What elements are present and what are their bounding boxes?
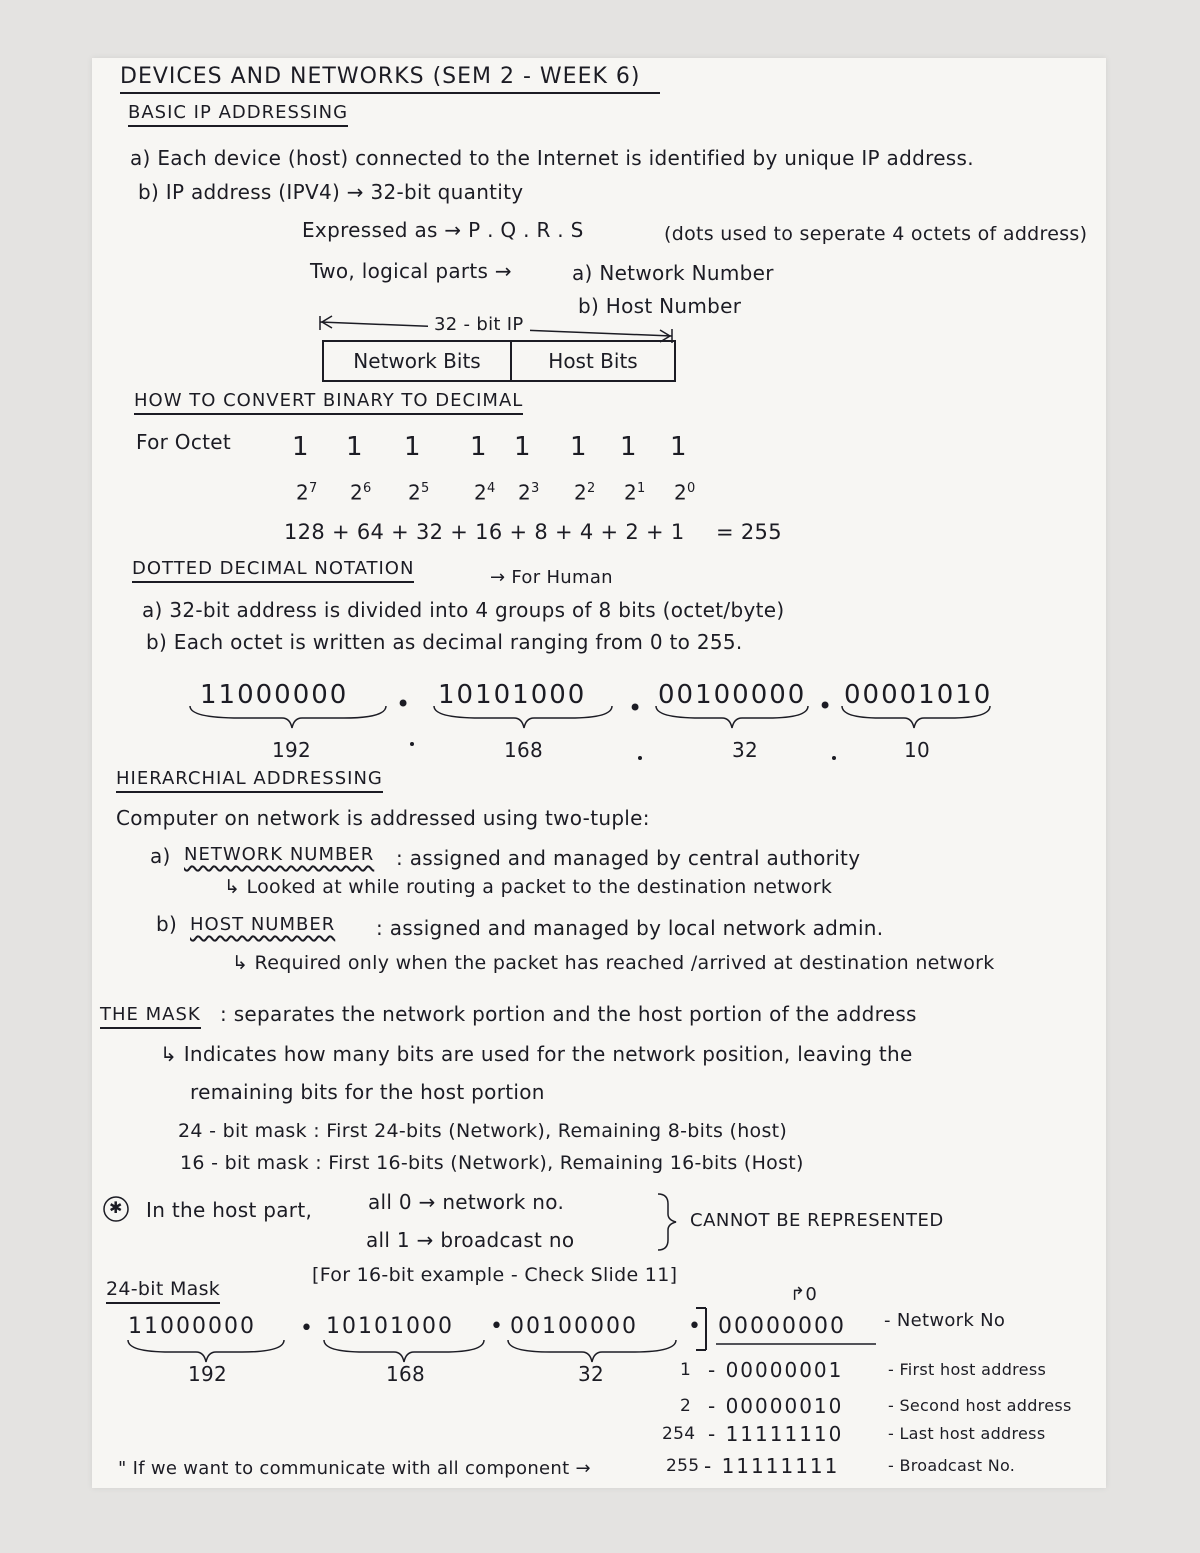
binary-octet: 11000000 [200, 680, 349, 710]
communicate-note: " If we want to communicate with all component → [118, 1458, 591, 1479]
for-octet-label: For Octet [136, 430, 232, 454]
example-decimal-octet: 192 [188, 1362, 228, 1386]
part-host-number: b) Host Number [578, 294, 742, 318]
power-base: 2 [674, 480, 688, 505]
example-binary-octet: 11000000 [128, 1314, 256, 1339]
zero-pointer: ↱0 [790, 1284, 818, 1305]
star-icon: ✱ [109, 1198, 123, 1217]
host-index: 2 [680, 1396, 692, 1416]
example-heading: 24-bit Mask [106, 1280, 220, 1304]
example-binary-octet: 10101000 [326, 1314, 454, 1339]
decimal-octet: 10 [904, 738, 931, 762]
power-exponent: 2 [587, 481, 596, 496]
octet-bit: 1 [346, 432, 363, 462]
mask-16-bit: 16 - bit mask : First 16-bits (Network), Remaining 16-bits (Host) [180, 1152, 804, 1174]
host-bits: - 00000010 [708, 1394, 844, 1418]
octet-dot: • [490, 1314, 504, 1339]
dotted-heading: DOTTED DECIMAL NOTATION [132, 560, 414, 583]
bit-diagram-label: 32 - bit IP [428, 316, 530, 334]
hier-a-text: : assigned and managed by central authority [396, 846, 861, 870]
example-decimal-octet: 168 [386, 1362, 426, 1386]
power-exponent: 3 [531, 481, 540, 496]
network-no-label: - Network No [884, 1310, 1006, 1331]
hier-heading: HIERARCHIAL ADDRESSING [116, 770, 383, 793]
octet-bit: 1 [670, 432, 687, 462]
power-exponent: 4 [487, 481, 496, 496]
power-base: 2 [574, 480, 588, 505]
octet-dot: • [628, 694, 643, 722]
binary-heading: HOW TO CONVERT BINARY TO DECIMAL [134, 392, 523, 415]
example-note: [For 16-bit example - Check Slide 11] [312, 1264, 678, 1286]
power-base: 2 [474, 480, 488, 505]
power-exponent: 7 [309, 481, 318, 496]
two-logical-parts: Two, logical parts → [310, 259, 512, 283]
power-exponent: 5 [421, 481, 430, 496]
power-base: 2 [518, 480, 532, 505]
expressed-as: Expressed as → P . Q . R . S [302, 218, 584, 242]
host-number-label: HOST NUMBER [190, 914, 336, 935]
octet-dot: • [818, 692, 833, 720]
decimal-octet: 168 [504, 738, 544, 762]
mask-definition: : separates the network portion and the host portion of the address [220, 1002, 917, 1026]
host-description: - First host address [888, 1360, 1047, 1379]
octet-dot: • [688, 1314, 702, 1339]
hier-a-prefix: a) [150, 844, 171, 868]
dotted-point-a: a) 32-bit address is divided into 4 groups of 8 bits (octet/byte) [142, 598, 785, 622]
network-number-label: NETWORK NUMBER [184, 844, 375, 865]
example-decimal-octet: 32 [578, 1362, 605, 1386]
basic-ip-point-b: b) IP address (IPV4) → 32-bit quantity [138, 180, 524, 204]
binary-octet: 00100000 [658, 680, 807, 710]
network-bits-cell: Network Bits [353, 349, 481, 373]
decimal-octet: 32 [732, 738, 759, 762]
cannot-be-represented: CANNOT BE REPRESENTED [690, 1210, 944, 1231]
decimal-octet: 192 [272, 738, 312, 762]
basic-ip-heading: BASIC IP ADDRESSING [128, 104, 348, 127]
binary-result: = 255 [716, 520, 782, 544]
basic-ip-point-a: a) Each device (host) connected to the Internet is identified by unique IP address. [130, 146, 974, 170]
mask-indicates-line2: remaining bits for the host portion [190, 1080, 545, 1104]
binary-sum: 128 + 64 + 32 + 16 + 8 + 4 + 2 + 1 [284, 520, 685, 544]
power-exponent: 6 [363, 481, 372, 496]
power-base: 2 [350, 480, 364, 505]
host-description: - Second host address [888, 1396, 1072, 1415]
mask-24-bit: 24 - bit mask : First 24-bits (Network), Remaining 8-bits (host) [178, 1120, 788, 1142]
mask-indicates-line1: ↳ Indicates how many bits are used for the network position, leaving the [160, 1042, 913, 1066]
power-exponent: 0 [687, 481, 696, 496]
host-index: 255 [666, 1456, 700, 1476]
host-bits: - 00000001 [708, 1358, 844, 1382]
hier-b-prefix: b) [156, 912, 178, 936]
host-bits: - 11111110 [708, 1422, 844, 1446]
all-one-note: all 1 → broadcast no [366, 1228, 575, 1252]
binary-octet: 10101000 [438, 680, 587, 710]
host-description: - Broadcast No. [888, 1456, 1016, 1475]
octet-bit: 1 [404, 432, 421, 462]
dotted-point-b: b) Each octet is written as decimal ranging from 0 to 255. [146, 630, 743, 654]
expressed-note: (dots used to seperate 4 octets of address) [664, 223, 1088, 245]
host-description: - Last host address [888, 1424, 1046, 1443]
octet-bit: 1 [470, 432, 487, 462]
hier-a-sub: ↳ Looked at while routing a packet to the destination network [224, 876, 833, 898]
hier-b-text: : assigned and managed by local network admin. [376, 916, 884, 940]
host-bits: - 11111111 [704, 1454, 840, 1478]
host-part-label: In the host part, [146, 1198, 313, 1222]
hier-b-sub: ↳ Required only when the packet has reached /arrived at destination network [232, 952, 995, 974]
octet-bit: 1 [514, 432, 531, 462]
all-zero-note: all 0 → network no. [368, 1190, 565, 1214]
octet-bit: 1 [292, 432, 309, 462]
example-binary-octet: 00000000 [718, 1314, 846, 1339]
hier-intro: Computer on network is addressed using two-tuple: [116, 806, 650, 830]
octet-dot: • [396, 690, 411, 718]
part-network-number: a) Network Number [572, 261, 774, 285]
power-base: 2 [408, 480, 422, 505]
octet-bit: 1 [620, 432, 637, 462]
dotted-for-human: → For Human [490, 567, 613, 588]
power-base: 2 [296, 480, 310, 505]
mask-heading: THE MASK [100, 1006, 201, 1029]
octet-dot: • [300, 1316, 314, 1341]
example-binary-octet: 00100000 [510, 1314, 638, 1339]
binary-octet: 00001010 [844, 680, 993, 710]
page-title: DEVICES AND NETWORKS (SEM 2 - WEEK 6) [120, 64, 641, 89]
host-bits-cell: Host Bits [510, 342, 674, 380]
power-exponent: 1 [637, 481, 646, 496]
octet-bit: 1 [570, 432, 587, 462]
host-index: 254 [662, 1424, 696, 1444]
host-index: 1 [680, 1360, 692, 1380]
power-base: 2 [624, 480, 638, 505]
